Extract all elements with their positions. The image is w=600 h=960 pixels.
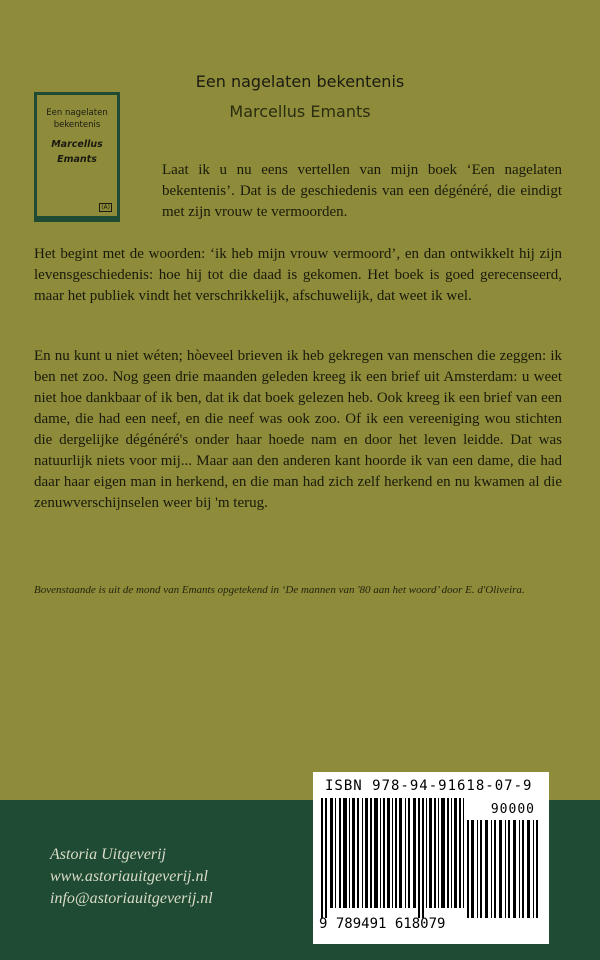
mini-cover-author-first: Marcellus bbox=[51, 139, 103, 150]
mini-cover-image bbox=[34, 92, 120, 222]
blurb-paragraph-2: En nu kunt u niet wéten; hòeveel brieven ik heb gekregen van menschen die zeggen: ik ben net zoo. Nog geen drie maanden geleden kreeg ik een brief uit Amsterdam: u weet niet hoe dankbaar of ik ben, dat ik dat boek gelezen heb. Ook kreeg ik een brief van een dame, die had een neef, en die neef was ook zoo. Of ik een vereeniging wou stichten die dergelijke dégénéré's onder haar hoede nam en door het leven leidde. Dat was natuurlijk niets voor mij... Maar aan den anderen kant hoorde ik van een dame, die had daar haar eigen man in herkend, en die man had zich zelf herkend en nu kwamen al die zenuwverschijnselen weer bij 'm terug. bbox=[34, 348, 562, 511]
source-note: Bovenstaande is uit de mond van Emants opgetekend in ‘De mannen van '80 aan het woord’ door E. d'Oliveira. bbox=[34, 584, 525, 596]
addon-barcode-icon bbox=[467, 820, 539, 918]
publisher-website[interactable]: www.astoriauitgeverij.nl bbox=[50, 868, 208, 885]
publisher-name: Astoria Uitgeverij bbox=[50, 846, 166, 863]
book-title: Een nagelaten bekentenis bbox=[195, 72, 405, 91]
mini-cover-author bbox=[37, 137, 117, 167]
isbn-label: ISBN 978-94-91618-07-9 bbox=[325, 778, 533, 794]
mini-cover-author-last: Emants bbox=[57, 154, 97, 165]
book-author: Marcellus Emants bbox=[229, 102, 371, 121]
isbn-barcode bbox=[313, 772, 549, 944]
ean-digits: 9 789491 618079 bbox=[319, 916, 446, 932]
publisher-logo-icon: (A) bbox=[101, 204, 110, 211]
publisher-email[interactable]: info@astoriauitgeverij.nl bbox=[50, 890, 213, 907]
mini-cover-title: Een nagelaten bekentenis bbox=[46, 108, 108, 130]
blurb-paragraph-1: Laat ik u nu eens vertellen van mijn boek ‘Een nagelaten bekentenis’. Dat is de geschiedenis van een dégénéré, die eindigt met zijn vrouw te vermoorden. bbox=[162, 162, 562, 220]
blurb-paragraph-1-continued: Het begint met de woorden: ‘ik heb mijn vrouw vermoord’, en dan ontwikkelt hij zijn levensgeschiedenis: hoe hij tot die daad is gekomen. Het boek is goed gerecenseerd, maar het publiek vindt het verschrikkelijk, afschuwelijk, dat weet ik wel. bbox=[34, 246, 562, 304]
publisher-info bbox=[50, 844, 213, 910]
price-code: 90000 bbox=[490, 802, 535, 817]
